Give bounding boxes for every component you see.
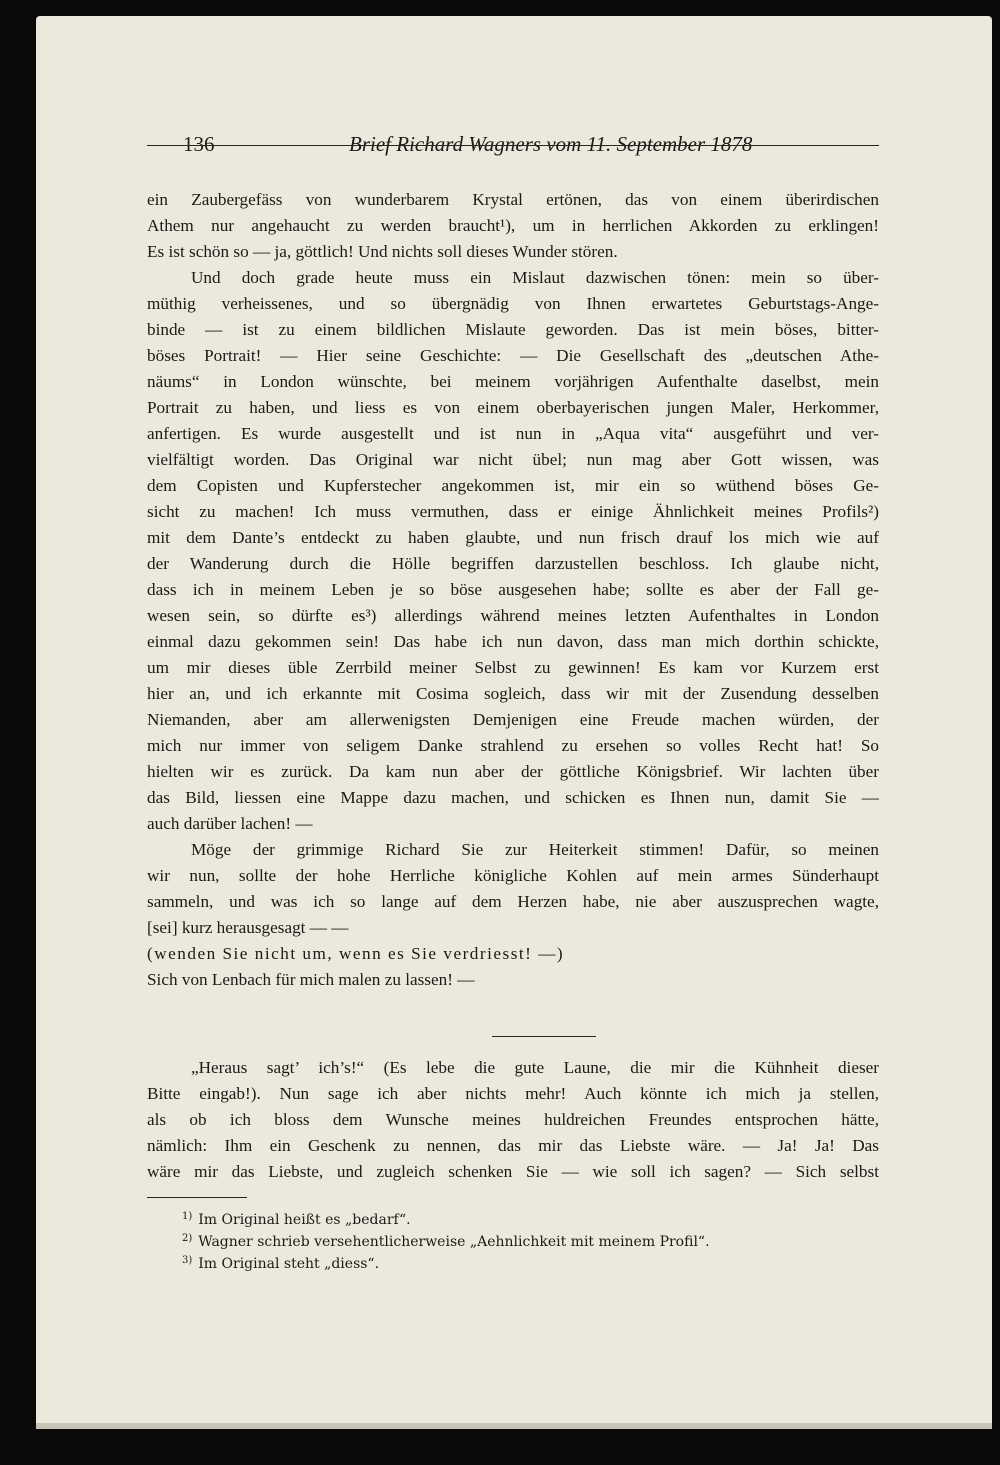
text-line: (wenden Sie nicht um, wenn es Sie verdriesst! —) xyxy=(147,944,565,963)
footnote-mark: 1) xyxy=(182,1211,193,1222)
text-line: sicht zu machen! Ich muss vermuthen, dass er einige Ähnlichkeit meines Profils²) xyxy=(147,502,879,521)
running-title: Brief Richard Wagners vom 11. September 1878 xyxy=(349,132,753,156)
text-line: näums“ in London wünschte, bei meinem vorjährigen Aufenthalte daselbst, mein xyxy=(147,372,879,391)
footnote-mark: 3) xyxy=(182,1255,193,1266)
footnote xyxy=(182,1250,832,1272)
text-line: Und doch grade heute muss ein Mislaut dazwischen tönen: mein so über- xyxy=(191,268,879,287)
text-line: sammeln, und was ich so lange auf dem Herzen habe, nie aber auszusprechen wagte, xyxy=(147,892,879,911)
text-line: ein Zaubergefäss von wunderbarem Krystal ertönen, das von einem überirdischen xyxy=(147,190,879,209)
text-line: mit dem Dante’s entdeckt zu haben glaubte, und nun frisch drauf los mich wie auf xyxy=(147,528,879,547)
text-line: dass ich in meinem Leben je so böse ausgesehen habe; sollte es aber der Fall ge- xyxy=(147,580,879,599)
text-line: müthig verheissenes, und so übergnädig von Ihnen erwartetes Geburtstags-Ange- xyxy=(147,294,879,313)
text-line: wesen sein, so dürfte es³) allerdings während meines letzten Aufenthaltes in London xyxy=(147,606,879,625)
text-line: Portrait zu haben, und liess es von einem oberbayerischen jungen Maler, Herkommer, xyxy=(147,398,879,417)
text-line: einmal dazu gekommen sein! Das habe ich nun davon, dass man mich dorthin schickte, xyxy=(147,632,879,651)
footnote-text: Wagner schrieb versehentlicherweise „Aehnlichkeit mit meinem Profil“. xyxy=(198,1234,710,1250)
text-line: das Bild, liessen eine Mappe dazu machen, und schicken es Ihnen nun, damit Sie — xyxy=(147,788,879,807)
page-number: 136 xyxy=(183,132,215,156)
text-line: Niemanden, aber am allerwenigsten Demjenigen eine Freude machen würden, der xyxy=(147,710,879,729)
text-line: Es ist schön so — ja, göttlich! Und nichts soll dieses Wunder stören. xyxy=(147,242,618,261)
header-rule xyxy=(147,145,879,146)
footnote-text: Im Original steht „diess“. xyxy=(198,1256,380,1272)
text-line: anfertigen. Es wurde ausgestellt und ist nun in „Aqua vita“ ausgeführt und ver- xyxy=(147,424,879,443)
footnote-mark: 2) xyxy=(182,1233,193,1244)
text-line: Sich von Lenbach für mich malen zu lassen! — xyxy=(147,970,475,989)
text-line: als ob ich bloss dem Wunsche meines huldreichen Freundes entsprochen hätte, xyxy=(147,1110,879,1129)
running-head xyxy=(183,132,913,162)
footnote xyxy=(182,1206,832,1228)
text-line: „Heraus sagt’ ich’s!“ (Es lebe die gute Laune, die mir die Kühnheit dieser xyxy=(191,1058,879,1077)
body-text-block xyxy=(147,187,879,993)
text-line: Bitte eingab!). Nun sage ich aber nichts mehr! Auch könnte ich mich ja stellen, xyxy=(147,1084,879,1103)
footnote xyxy=(182,1228,832,1250)
footnote-text: Im Original heißt es „bedarf“. xyxy=(198,1212,411,1228)
text-line: [sei] kurz herausgesagt — — xyxy=(147,918,349,937)
footnote-rule xyxy=(147,1197,247,1198)
page-bottom-edge xyxy=(36,1423,992,1429)
text-line: böses Portrait! — Hier seine Geschichte: — Die Gesellschaft des „deutschen Athe- xyxy=(147,346,879,365)
text-line: der Wanderung durch die Hölle begriffen darzustellen beschloss. Ich glaube nicht, xyxy=(147,554,879,573)
text-line: Möge der grimmige Richard Sie zur Heiterkeit stimmen! Dafür, so meinen xyxy=(191,840,879,859)
text-line: dem Copisten und Kupferstecher angekommen ist, mir ein so wüthend böses Ge- xyxy=(147,476,879,495)
text-line: nämlich: Ihm ein Geschenk zu nennen, das mir das Liebste wäre. — Ja! Ja! Das xyxy=(147,1136,879,1155)
text-line: vielfältigt worden. Das Original war nicht übel; nun mag aber Gott wissen, was xyxy=(147,450,879,469)
body-text-block-continued xyxy=(147,1055,879,1185)
text-line: hier an, und ich erkannte mit Cosima sogleich, dass wir mit der Zusendung desselben xyxy=(147,684,879,703)
section-divider xyxy=(492,1036,596,1037)
text-line: Athem nur angehaucht zu werden braucht¹), um in herrlichen Akkorden zu erklingen! xyxy=(147,216,879,235)
text-line: mich nur immer von seligem Danke strahlend zu ersehen so volles Recht hat! So xyxy=(147,736,879,755)
text-line: um mir dieses üble Zerrbild meiner Selbst zu gewinnen! Es kam vor Kurzem erst xyxy=(147,658,879,677)
footnotes xyxy=(182,1206,832,1272)
text-line: binde — ist zu einem bildlichen Mislaute geworden. Das ist mein böses, bitter- xyxy=(147,320,879,339)
text-line: wäre mir das Liebste, und zugleich schenken Sie — wie soll ich sagen? — Sich selbst xyxy=(147,1162,879,1181)
text-line: auch darüber lachen! — xyxy=(147,814,313,833)
text-line: wir nun, sollte der hohe Herrliche königliche Kohlen auf mein armes Sünderhaupt xyxy=(147,866,879,885)
text-line: hielten wir es zurück. Da kam nun aber der göttliche Königsbrief. Wir lachten über xyxy=(147,762,879,781)
